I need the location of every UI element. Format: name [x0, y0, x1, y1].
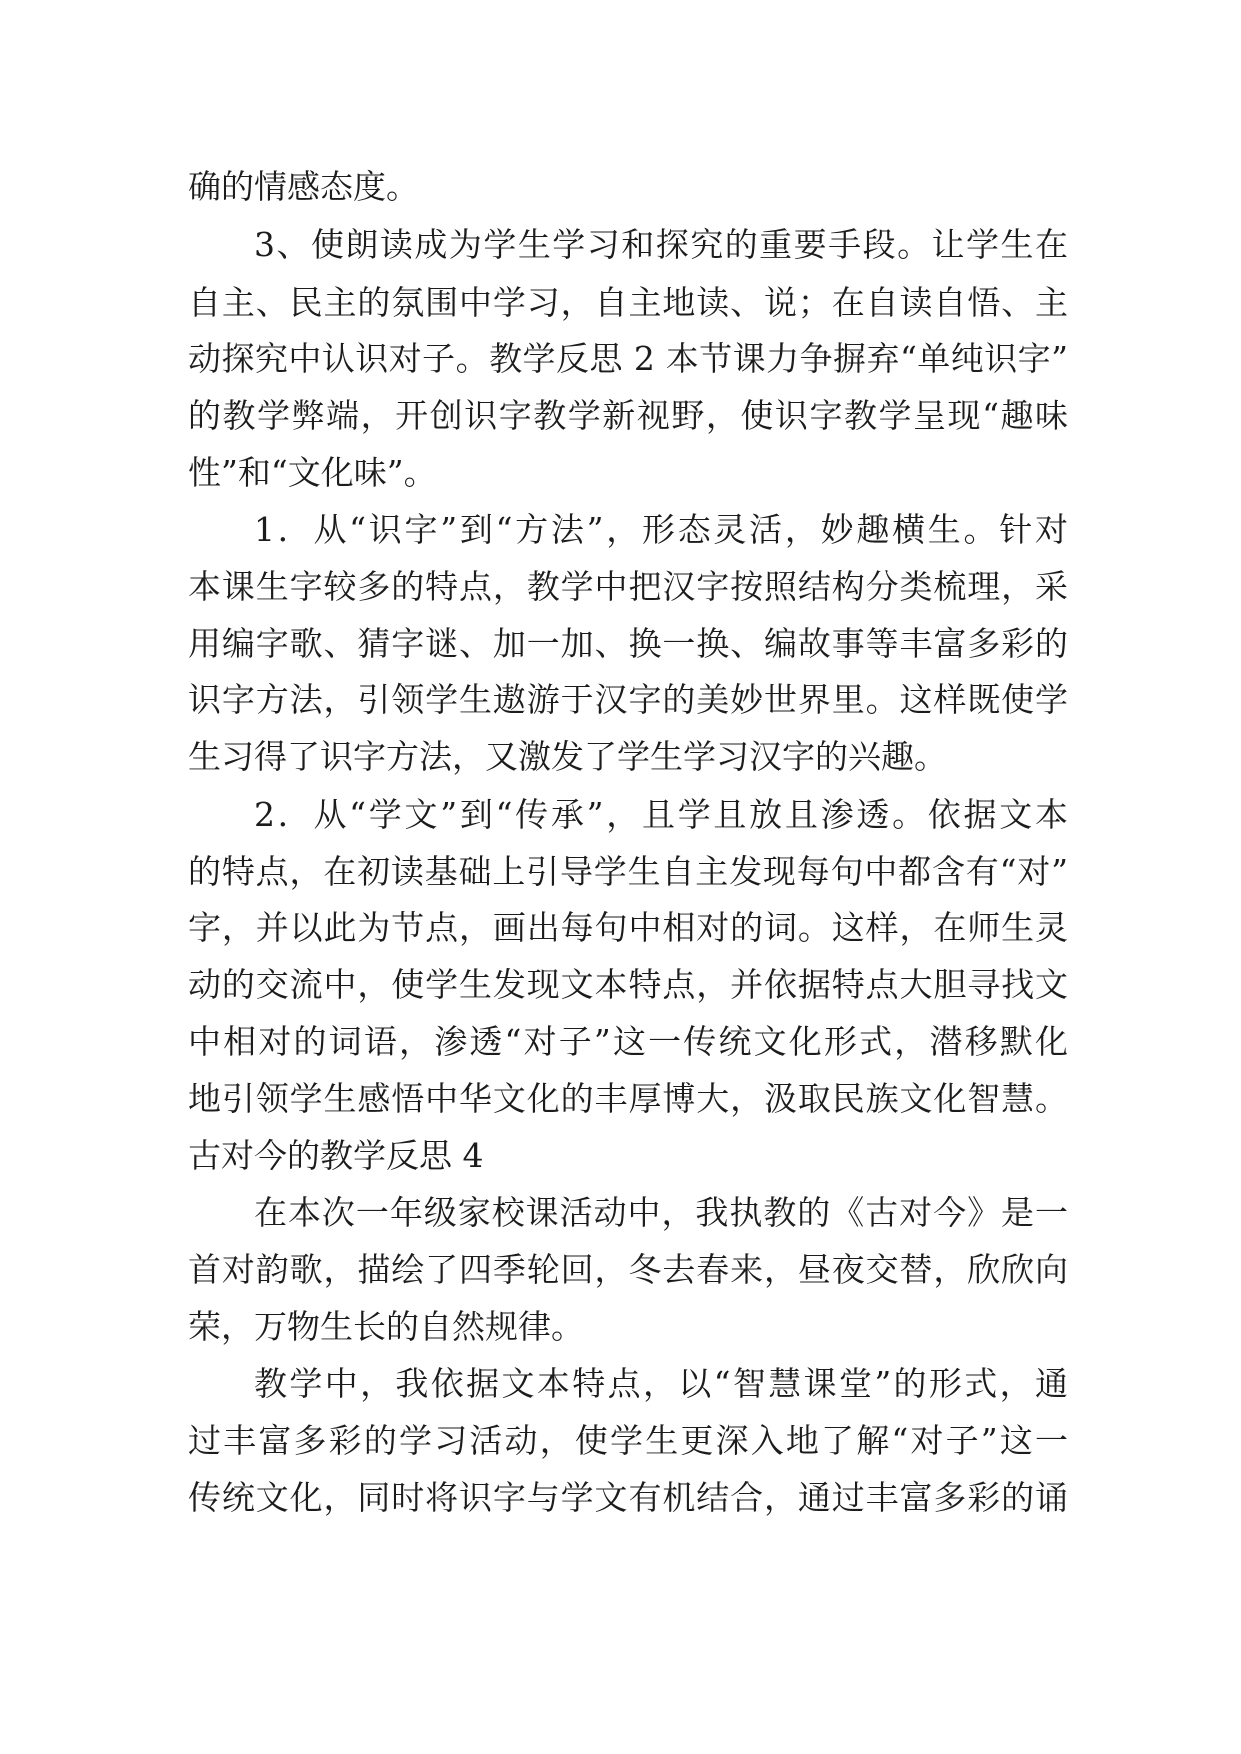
section-heading: 古对今的教学反思 4 — [188, 1136, 484, 1175]
text-line: 首对韵歌，描绘了四季轮回，冬去春来，昼夜交替，欣欣向 — [188, 1250, 1068, 1289]
text-line: 的教学弊端，开创识字教学新视野，使识字教学呈现“趣味 — [188, 396, 1068, 435]
text-line: 自主、民主的氛围中学习，自主地读、说；在自读自悟、主 — [188, 283, 1068, 322]
paragraph-start: 教学中，我依据文本特点，以“智慧课堂”的形式，通 — [254, 1364, 1068, 1403]
text-line: 地引领学生感悟中华文化的丰厚博大，汲取民族文化智慧。 — [188, 1079, 1068, 1118]
text-line: 荣，万物生长的自然规律。 — [188, 1307, 584, 1346]
paragraph-1-start: 1．从“识字”到“方法”，形态灵活，妙趣横生。针对 — [254, 510, 1068, 549]
text-line: 过丰富多彩的学习活动，使学生更深入地了解“对子”这一 — [188, 1421, 1068, 1460]
text-line: 字，并以此为节点，画出每句中相对的词。这样，在师生灵 — [188, 908, 1068, 947]
paragraph-3-start: 3、使朗读成为学生学习和探究的重要手段。让学生在 — [254, 225, 1068, 264]
paragraph-2-start: 2．从“学文”到“传承”，且学且放且渗透。依据文本 — [254, 795, 1068, 834]
text-line: 中相对的词语，渗透“对子”这一传统文化形式，潜移默化 — [188, 1022, 1068, 1061]
text-line: 确的情感态度。 — [188, 167, 419, 206]
text-line: 生习得了识字方法，又激发了学生学习汉字的兴趣。 — [188, 737, 947, 776]
text-line: 传统文化，同时将识字与学文有机结合，通过丰富多彩的诵 — [188, 1478, 1068, 1517]
text-line: 动的交流中，使学生发现文本特点，并依据特点大胆寻找文 — [188, 965, 1068, 1004]
text-line: 识字方法，引领学生遨游于汉字的美妙世界里。这样既使学 — [188, 680, 1068, 719]
text-line: 的特点，在初读基础上引导学生自主发现每句中都含有“对” — [188, 852, 1068, 891]
text-line: 性”和“文化味”。 — [188, 453, 437, 492]
text-line: 本课生字较多的特点，教学中把汉字按照结构分类梳理，采 — [188, 567, 1068, 606]
text-line: 动探究中认识对子。教学反思 2 本节课力争摒弃“单纯识字” — [188, 339, 1068, 378]
text-line: 用编字歌、猜字谜、加一加、换一换、编故事等丰富多彩的 — [188, 624, 1068, 663]
paragraph-start: 在本次一年级家校课活动中，我执教的《古对今》是一 — [254, 1193, 1068, 1232]
